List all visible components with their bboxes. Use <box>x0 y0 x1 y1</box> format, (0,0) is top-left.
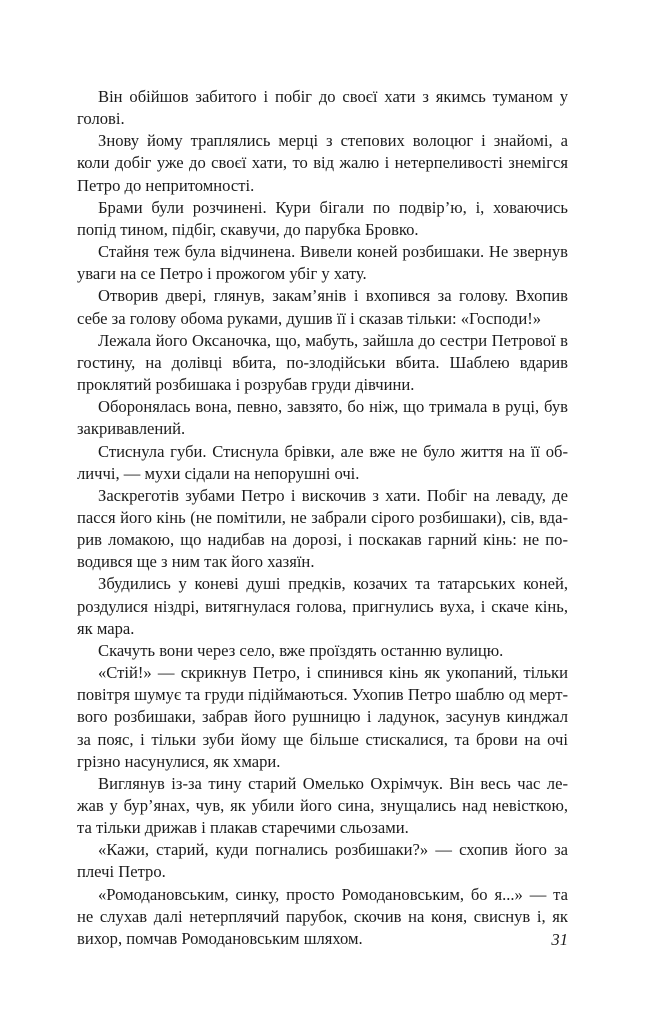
paragraph: Виглянув із-за тину старий Омелько Охрімчук. Він весь час лежав у бур’янах, чув, як убили його сина, знущались над невісткою, та тільки дрижав і плакав старечими сльозами. <box>77 773 568 838</box>
paragraph: Отворив двері, глянув, закам’янів і вхопився за голову. Вхопив себе за голову обома руками, душив її і сказав тільки: «Господи!» <box>77 286 568 328</box>
page-number: 31 <box>551 930 568 949</box>
paragraph: Він обійшов забитого і побіг до своєї хати з якимсь туманом у голові. <box>77 87 568 129</box>
paragraph: «Кажи, старий, куди погнались розбишаки?» — схопив його за плечі Петро. <box>77 840 568 882</box>
paragraph: Збудились у коневі душі предків, козачих та татарських коней, роздулися ніздрі, витягнулася голова, пригнулись вуха, і скаче кінь, як мара. <box>77 574 568 638</box>
paragraph: Оборонялась вона, певно, завзято, бо ніж, що тримала в руці, був закривавлений. <box>77 397 568 439</box>
paragraph: «Стій!» — скрикнув Петро, і спинився кінь як укопаний, тільки повітря шумує та груди підіймаються. Ухопив Петро шаблю од мертвого розбишаки, забрав його рушницю і ладунок, засунув кинджал за пояс, і тільки зуби йому ще більше стискалися, та брови на очі грізно насунулися, як хмари. <box>77 663 568 771</box>
paragraph: Лежала його Оксаночка, що, мабуть, зайшла до сестри Петрової в гостину, на долівці вбита, по-злодійськи вбита. Шаблею вдарив проклятий розбишака і розрубав груди дівчини. <box>77 330 568 395</box>
paragraph: Знову йому траплялись мерці з степових волоцюг і знайомі, а коли добіг уже до своєї хати, то від жалю і нетерпеливості знемігся Петро до непритомності. <box>77 131 568 195</box>
paragraph: «Ромодановським, синку, просто Ромодановським, бо я...» — та не слухав далі нетерплячий парубок, скочив на коня, свиснув і, як вихор, помчав Ромодановським шляхом. <box>77 884 568 948</box>
paragraph: Стайня теж була відчинена. Вивели коней розбишаки. Не звернув уваги на се Петро і прожогом убіг у хату. <box>77 242 568 284</box>
page-text <box>77 86 568 950</box>
paragraph: Стиснула губи. Стиснула брівки, але вже не було життя на її обличчі, — мухи сідали на непорушні очі. <box>77 441 568 483</box>
paragraph: Брами були розчинені. Кури бігали по подвір’ю, і, ховаючись попід тином, підбіг, скавучи, до парубка Бровко. <box>77 197 568 239</box>
paragraph: Заскреготів зубами Петро і вискочив з хати. Побіг на леваду, де пасся його кінь (не помітили, не забрали сірого розбишаки), сів, вдарив ломакою, що надибав на дорозі, і поскакав гарний кінь: не поводився ще з ним так його хазяїн. <box>77 485 568 572</box>
paragraph: Скачуть вони через село, вже проїздять останню вулицю. <box>98 640 504 660</box>
